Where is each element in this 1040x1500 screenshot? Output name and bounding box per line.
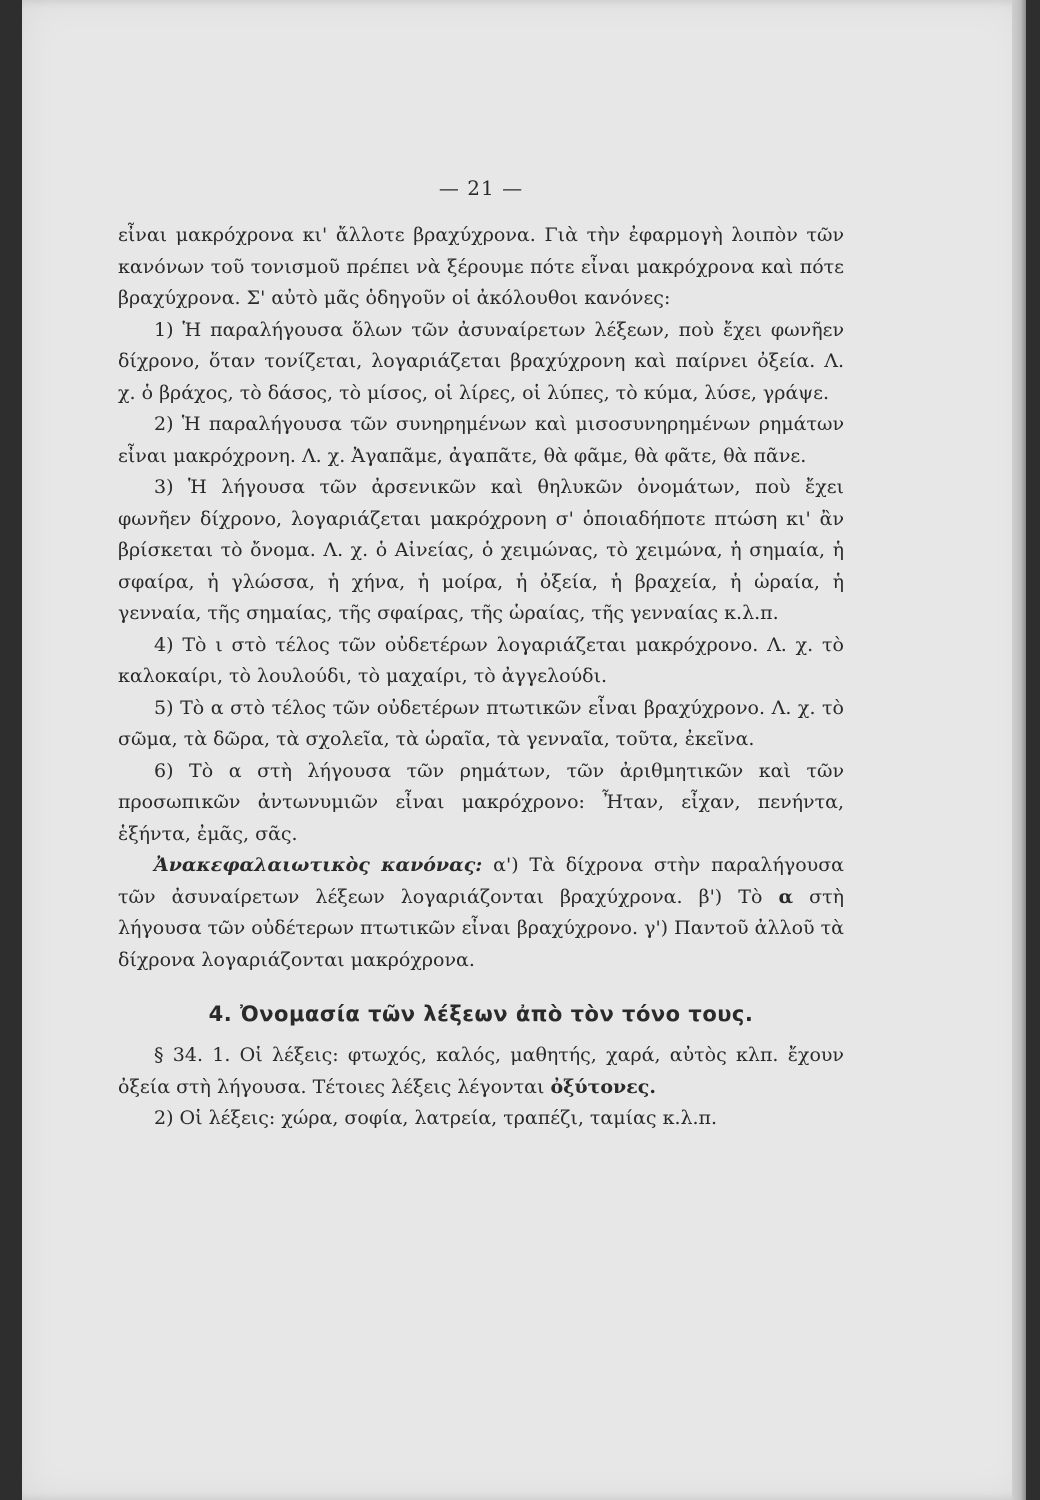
rule-1: 1) Ἡ παραλήγουσα ὅλων τῶν ἀσυναίρετων λέξεων, ποὺ ἔχει φωνῆεν δίχρονο, ὅταν τονίζεται, λογαριάζεται βραχύχρονη καὶ παίρνει ὀξεία. Λ. χ. ὁ βράχος, τὸ δάσος, τὸ μίσος, οἱ λίρες, οἱ λύπες, τὸ κύμα, λύσε, γράψε. — [118, 318, 844, 404]
summary-alpha: α — [778, 885, 794, 908]
oxytone-term: ὀξύτονες. — [550, 1075, 656, 1098]
summary-rule — [118, 850, 844, 976]
section-34-paragraph-2: 2) Οἱ λέξεις: χώρα, σοφία, λατρεία, τραπέζι, ταμίας κ.λ.π. — [154, 1107, 718, 1129]
summary-text-rest: στὴ λήγουσα τῶν οὐδέτερων πτωτικῶν εἶναι βραχύχρονο. γ') Παντοῦ ἀλλοῦ τὰ δίχρονα λογαριάζονται μακρόχρονα. — [118, 885, 845, 971]
rule-3: 3) Ἡ λήγουσα τῶν ἀρσενικῶν καὶ θηλυκῶν ὀνομάτων, ποὺ ἔχει φωνῆεν δίχρονο, λογαριάζεται μακρόχρονη σ' ὁποιαδήποτε πτώση κι' ἂν βρίσκεται τὸ ὄνομα. Λ. χ. ὁ Αἰνείας, ὁ χειμώνας, τὸ χειμώνα, ἡ σημαία, ἡ σφαίρα, ἡ γλώσσα, ἡ χήνα, ἡ μοίρα, ἡ ὀξεία, ἡ βραχεία, ἡ ὡραία, ἡ γενναία, τῆς σημαίας, τῆς σφαίρας, τῆς ὡραίας, τῆς γενναίας κ.λ.π. — [118, 476, 844, 624]
section-heading: 4. Ὀνομασία τῶν λέξεων ἀπὸ τὸν τόνο τους. — [208, 1002, 754, 1026]
rule-4: 4) Τὸ ι στὸ τέλος τῶν οὐδετέρων λογαριάζεται μακρόχρονο. Λ. χ. τὸ καλοκαίρι, τὸ λουλούδι, τὸ μαχαίρι, τὸ ἀγγελούδι. — [118, 633, 844, 687]
page-number: — 21 — — [438, 176, 524, 200]
page-edge — [1012, 0, 1026, 1500]
section-34-text: § 34. 1. Οἱ λέξεις: φτωχός, καλός, μαθητής, χαρά, αὐτὸς κλπ. ἔχουν ὀξεία στὴ λήγουσα. Τέτοιες λέξεις λέγονται — [118, 1044, 844, 1098]
summary-text: α') Τὰ δίχρονα στὴν παραλήγουσα τῶν ἀσυναίρετων λέξεων λογαριάζονται βραχύχρονα. β') Τὸ — [118, 854, 845, 908]
page-text — [118, 176, 844, 1135]
summary-label: Ἀνακεφαλαιωτικὸς κανόνας: — [154, 854, 483, 876]
rule-5: 5) Τὸ α στὸ τέλος τῶν οὐδετέρων πτωτικῶν εἶναι βραχύχρονο. Λ. χ. τὸ σῶμα, τὰ δῶρα, τὰ σχολεῖα, τὰ ὡραῖα, τὰ γενναῖα, τοῦτα, ἐκεῖνα. — [118, 696, 844, 750]
rule-2: 2) Ἡ παραλήγουσα τῶν συνηρημένων καὶ μισοσυνηρημένων ρημάτων εἶναι μακρόχρονη. Λ. χ. Ἀγαπᾶμε, ἀγαπᾶτε, θὰ φᾶμε, θὰ φᾶτε, θὰ πᾶνε. — [118, 413, 844, 467]
intro-paragraph: εἶναι μακρόχρονα κι' ἄλλοτε βραχύχρονα. Γιὰ τὴν ἐφαρμογὴ λοιπὸν τῶν κανόνων τοῦ τονισμοῦ πρέπει νὰ ξέρουμε πότε εἶναι μακρόχρονα καὶ πότε βραχύχρονα. Σ' αὐτὸ μᾶς ὁδηγοῦν οἱ ἀκόλουθοι κανόνες: — [118, 224, 844, 309]
section-34-paragraph-1 — [118, 1040, 844, 1103]
rule-6: 6) Τὸ α στὴ λήγουσα τῶν ρημάτων, τῶν ἀριθμητικῶν καὶ τῶν προσωπικῶν ἀντωνυμιῶν εἶναι μακρόχρονο: Ἦταν, εἶχαν, πενήντα, ἑξήντα, ἐμᾶς, σᾶς. — [118, 759, 844, 845]
book-page — [22, 0, 1026, 1500]
